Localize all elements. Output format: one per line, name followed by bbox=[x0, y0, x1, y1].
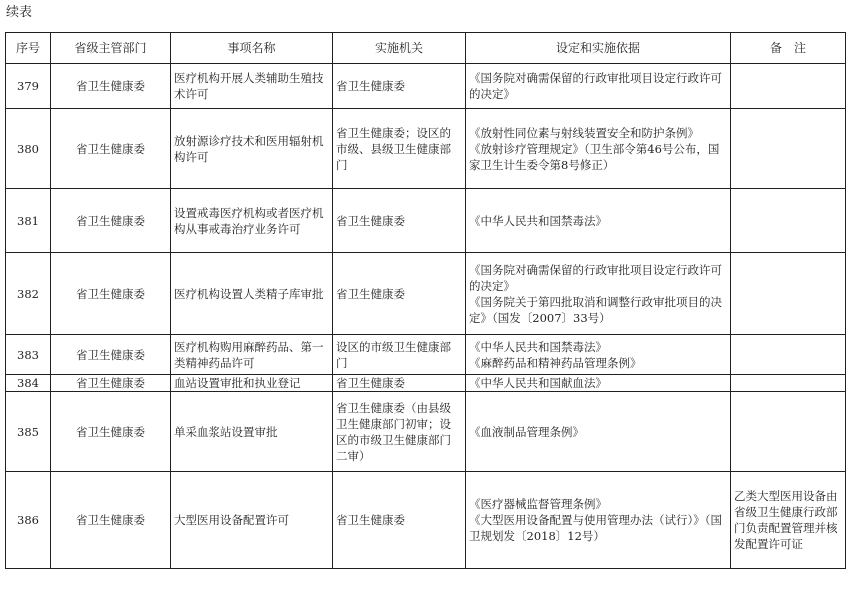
basis-line: 《中华人民共和国禁毒法》 bbox=[469, 213, 607, 228]
cell-item: 医疗机构购用麻醉药品、第一类精神药品许可 bbox=[171, 335, 333, 375]
cell-department: 省卫生健康委 bbox=[51, 335, 171, 375]
cell-department: 省卫生健康委 bbox=[51, 472, 171, 569]
cell-remark bbox=[731, 64, 846, 109]
cell-basis bbox=[466, 335, 731, 375]
cell-item: 医疗机构开展人类辅助生殖技术许可 bbox=[171, 64, 333, 109]
cell-remark bbox=[731, 189, 846, 253]
cell-remark: 乙类大型医用设备由省级卫生健康行政部门负责配置管理并核发配置许可证 bbox=[731, 472, 846, 569]
cell-agency: 省卫生健康委 bbox=[333, 472, 466, 569]
cell-remark bbox=[731, 109, 846, 189]
cell-item: 设置戒毒医疗机构或者医疗机构从事戒毒治疗业务许可 bbox=[171, 189, 333, 253]
header-remark: 备 注 bbox=[731, 33, 846, 64]
basis-line: 《国务院对确需保留的行政审批项目设定行政许可的决定》 bbox=[469, 262, 722, 293]
basis-line: 《血液制品管理条例》 bbox=[469, 424, 584, 439]
table-row bbox=[6, 109, 846, 189]
table-row bbox=[6, 335, 846, 375]
cell-seq: 381 bbox=[6, 189, 51, 253]
table-row bbox=[6, 392, 846, 472]
table-caption: 续表 bbox=[6, 5, 33, 20]
cell-remark bbox=[731, 335, 846, 375]
header-basis: 设定和实施依据 bbox=[466, 33, 731, 64]
cell-department: 省卫生健康委 bbox=[51, 392, 171, 472]
cell-remark bbox=[731, 253, 846, 335]
cell-department: 省卫生健康委 bbox=[51, 189, 171, 253]
cell-item: 血站设置审批和执业登记 bbox=[171, 375, 333, 392]
cell-agency: 省卫生健康委；设区的市级、县级卫生健康部门 bbox=[333, 109, 466, 189]
cell-seq: 384 bbox=[6, 375, 51, 392]
cell-basis bbox=[466, 375, 731, 392]
cell-seq: 386 bbox=[6, 472, 51, 569]
approval-items-table bbox=[5, 32, 846, 569]
header-seq: 序号 bbox=[6, 33, 51, 64]
table-row bbox=[6, 472, 846, 569]
cell-agency: 省卫生健康委 bbox=[333, 64, 466, 109]
basis-line: 《国务院关于第四批取消和调整行政审批项目的决定》（国发〔2007〕33号） bbox=[469, 294, 722, 325]
cell-department: 省卫生健康委 bbox=[51, 253, 171, 335]
basis-line: 《麻醉药品和精神药品管理条例》 bbox=[469, 355, 642, 370]
basis-line: 《医疗器械监督管理条例》 bbox=[469, 497, 607, 511]
cell-basis bbox=[466, 109, 731, 189]
cell-item: 单采血浆站设置审批 bbox=[171, 392, 333, 472]
cell-item: 大型医用设备配置许可 bbox=[171, 472, 333, 569]
cell-basis bbox=[466, 64, 731, 109]
cell-basis bbox=[466, 472, 731, 569]
cell-department: 省卫生健康委 bbox=[51, 375, 171, 392]
cell-seq: 383 bbox=[6, 335, 51, 375]
cell-remark bbox=[731, 375, 846, 392]
cell-seq: 382 bbox=[6, 253, 51, 335]
table-row bbox=[6, 64, 846, 109]
cell-item: 放射源诊疗技术和医用辐射机构许可 bbox=[171, 109, 333, 189]
cell-seq: 380 bbox=[6, 109, 51, 189]
cell-basis bbox=[466, 253, 731, 335]
cell-seq: 385 bbox=[6, 392, 51, 472]
header-agency: 实施机关 bbox=[333, 33, 466, 64]
cell-department: 省卫生健康委 bbox=[51, 109, 171, 189]
basis-line: 《中华人民共和国禁毒法》 bbox=[469, 339, 607, 354]
header-item: 事项名称 bbox=[171, 33, 333, 64]
cell-item: 医疗机构设置人类精子库审批 bbox=[171, 253, 333, 335]
cell-agency: 省卫生健康委 bbox=[333, 253, 466, 335]
table-row bbox=[6, 253, 846, 335]
table-header-row bbox=[6, 33, 846, 64]
cell-agency: 省卫生健康委（由县级卫生健康部门初审；设区的市级卫生健康部门二审） bbox=[333, 392, 466, 472]
basis-line: 《放射诊疗管理规定》（卫生部令第46号公布，国家卫生计生委令第8号修正） bbox=[469, 141, 720, 172]
cell-seq: 379 bbox=[6, 64, 51, 109]
basis-line: 《国务院对确需保留的行政审批项目设定行政许可的决定》 bbox=[469, 71, 722, 101]
basis-line: 《大型医用设备配置与使用管理办法（试行）》（国卫规划发〔2018〕12号） bbox=[469, 513, 722, 543]
cell-agency: 省卫生健康委 bbox=[333, 375, 466, 392]
cell-agency: 设区的市级卫生健康部门 bbox=[333, 335, 466, 375]
cell-basis bbox=[466, 392, 731, 472]
table-row bbox=[6, 375, 846, 392]
cell-agency: 省卫生健康委 bbox=[333, 189, 466, 253]
basis-line: 《中华人民共和国献血法》 bbox=[469, 376, 607, 390]
header-department: 省级主管部门 bbox=[51, 33, 171, 64]
cell-basis bbox=[466, 189, 731, 253]
basis-line: 《放射性同位素与射线装置安全和防护条例》 bbox=[469, 125, 699, 140]
table-row bbox=[6, 189, 846, 253]
cell-remark bbox=[731, 392, 846, 472]
cell-department: 省卫生健康委 bbox=[51, 64, 171, 109]
